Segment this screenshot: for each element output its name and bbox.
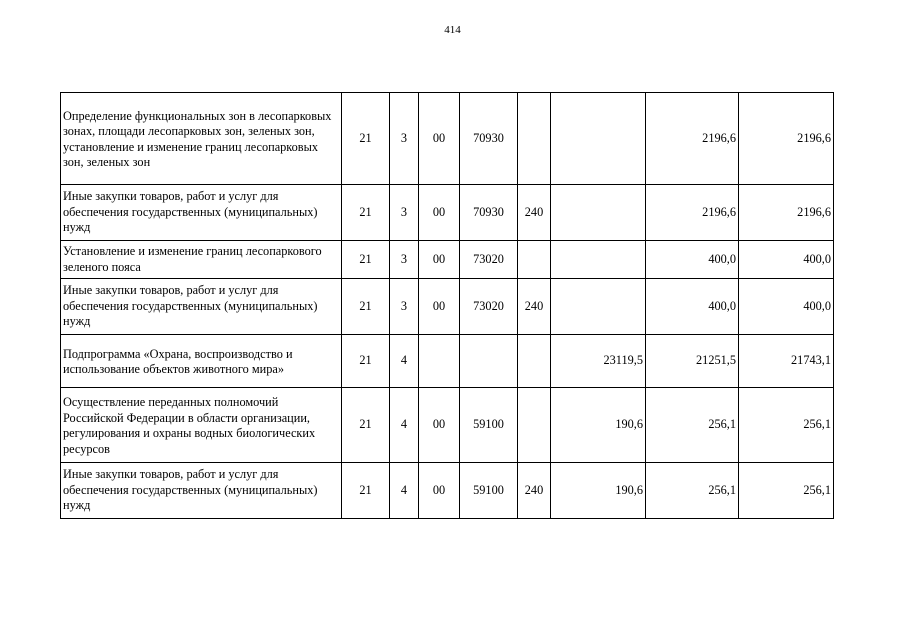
- expense-type-code: 240: [518, 279, 551, 335]
- amount-year-3: 400,0: [739, 279, 834, 335]
- table-row: [61, 93, 834, 185]
- pp-code: 3: [390, 279, 419, 335]
- gp-code: 21: [342, 241, 390, 279]
- amount-year-3: 256,1: [739, 463, 834, 519]
- pp-code: 4: [390, 335, 419, 388]
- pp-code: 3: [390, 93, 419, 185]
- amount-year-2: 400,0: [646, 279, 739, 335]
- page-number: 414: [444, 24, 461, 36]
- direction-code: [460, 335, 518, 388]
- pp-code: 4: [390, 388, 419, 463]
- row-name: Иные закупки товаров, работ и услуг для обеспечения государственных (муниципальных) нужд: [61, 279, 342, 335]
- pp-code: 4: [390, 463, 419, 519]
- amount-year-1: 190,6: [551, 388, 646, 463]
- om-code: 00: [419, 279, 460, 335]
- row-name: Осуществление переданных полномочий Российской Федерации в области организации, регулирования и охраны водных биологических ресурсов: [61, 388, 342, 463]
- gp-code: 21: [342, 185, 390, 241]
- amount-year-1: [551, 93, 646, 185]
- row-name: Иные закупки товаров, работ и услуг для обеспечения государственных (муниципальных) нужд: [61, 185, 342, 241]
- table-row: [61, 463, 834, 519]
- expense-type-code: [518, 241, 551, 279]
- table-row: [61, 279, 834, 335]
- amount-year-1: [551, 279, 646, 335]
- amount-year-1: 23119,5: [551, 335, 646, 388]
- gp-code: 21: [342, 463, 390, 519]
- amount-year-3: 400,0: [739, 241, 834, 279]
- direction-code: 59100: [460, 388, 518, 463]
- pp-code: 3: [390, 185, 419, 241]
- direction-code: 70930: [460, 93, 518, 185]
- pp-code: 3: [390, 241, 419, 279]
- table-row: [61, 335, 834, 388]
- amount-year-2: 256,1: [646, 463, 739, 519]
- direction-code: 73020: [460, 241, 518, 279]
- row-name: Подпрограмма «Охрана, воспроизводство и использование объектов животного мира»: [61, 335, 342, 388]
- amount-year-3: 2196,6: [739, 93, 834, 185]
- expense-type-code: [518, 388, 551, 463]
- om-code: 00: [419, 463, 460, 519]
- amount-year-1: [551, 185, 646, 241]
- row-name: Иные закупки товаров, работ и услуг для обеспечения государственных (муниципальных) нужд: [61, 463, 342, 519]
- amount-year-3: 256,1: [739, 388, 834, 463]
- expense-type-code: [518, 335, 551, 388]
- direction-code: 59100: [460, 463, 518, 519]
- amount-year-2: 2196,6: [646, 185, 739, 241]
- expense-type-code: 240: [518, 185, 551, 241]
- om-code: 00: [419, 241, 460, 279]
- amount-year-2: 21251,5: [646, 335, 739, 388]
- om-code: [419, 335, 460, 388]
- amount-year-2: 256,1: [646, 388, 739, 463]
- amount-year-3: 2196,6: [739, 185, 834, 241]
- amount-year-3: 21743,1: [739, 335, 834, 388]
- table-row: [61, 388, 834, 463]
- table-row: [61, 241, 834, 279]
- amount-year-2: 2196,6: [646, 93, 739, 185]
- budget-table: [60, 92, 834, 519]
- direction-code: 70930: [460, 185, 518, 241]
- om-code: 00: [419, 93, 460, 185]
- row-name: Определение функциональных зон в лесопарковых зонах, площади лесопарковых зон, зеленых зон, установление и изменение границ лесопарковых зон, зеленых зон: [61, 93, 342, 185]
- expense-type-code: 240: [518, 463, 551, 519]
- direction-code: 73020: [460, 279, 518, 335]
- om-code: 00: [419, 185, 460, 241]
- row-name: Установление и изменение границ лесопаркового зеленого пояса: [61, 241, 342, 279]
- om-code: 00: [419, 388, 460, 463]
- table-row: [61, 185, 834, 241]
- gp-code: 21: [342, 93, 390, 185]
- amount-year-2: 400,0: [646, 241, 739, 279]
- amount-year-1: 190,6: [551, 463, 646, 519]
- gp-code: 21: [342, 279, 390, 335]
- gp-code: 21: [342, 335, 390, 388]
- amount-year-1: [551, 241, 646, 279]
- gp-code: 21: [342, 388, 390, 463]
- expense-type-code: [518, 93, 551, 185]
